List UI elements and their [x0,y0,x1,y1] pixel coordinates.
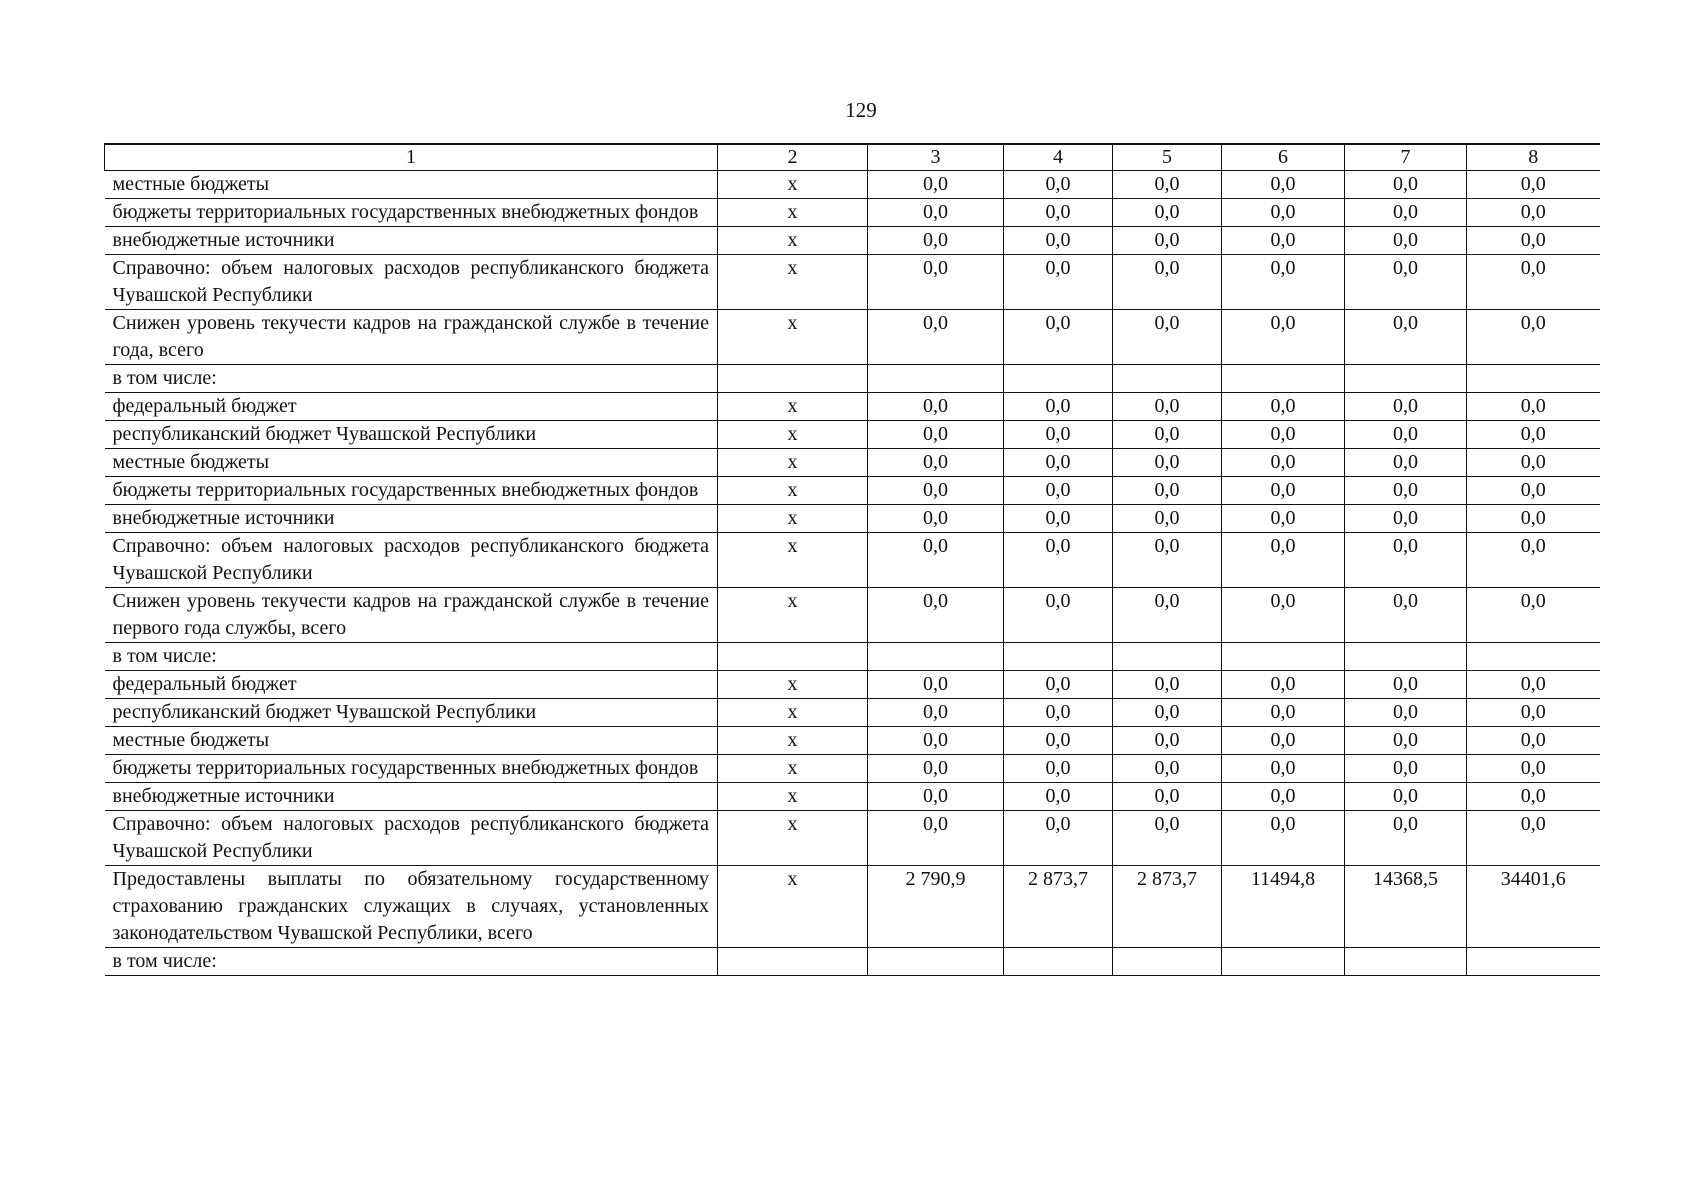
row-value-col-8: 0,0 [1467,533,1600,588]
row-value-col-4: 0,0 [1004,227,1113,255]
row-value-col-6 [1222,643,1345,671]
row-value-col-3: 0,0 [868,393,1004,421]
row-value-col-7: 0,0 [1345,310,1467,365]
row-col-2 [718,643,868,671]
table-row [105,393,1600,421]
row-value-col-4: 0,0 [1004,393,1113,421]
row-value-col-4: 0,0 [1004,533,1113,588]
row-value-col-6: 0,0 [1222,811,1345,866]
row-label: Снижен уровень текучести кадров на гражданской службе в течение первого года службы, всего [105,588,718,643]
row-value-col-5: 0,0 [1113,671,1222,699]
row-value-col-3 [868,365,1004,393]
row-value-col-3: 0,0 [868,533,1004,588]
header-cell-7: 7 [1345,144,1467,171]
row-value-col-3: 0,0 [868,811,1004,866]
row-value-col-8: 0,0 [1467,199,1600,227]
row-value-col-6: 0,0 [1222,449,1345,477]
row-label: бюджеты территориальных государственных внебюджетных фондов [105,755,718,783]
row-value-col-7: 0,0 [1345,755,1467,783]
row-value-col-8: 0,0 [1467,727,1600,755]
row-value-col-8: 0,0 [1467,505,1600,533]
row-value-col-7: 0,0 [1345,505,1467,533]
row-label: Справочно: объем налоговых расходов республиканского бюджета Чувашской Республики [105,255,718,310]
page-number: 129 [845,98,877,122]
row-col-2: x [718,227,868,255]
row-value-col-4: 0,0 [1004,588,1113,643]
row-value-col-8: 0,0 [1467,811,1600,866]
table-row [105,866,1600,948]
row-col-2: x [718,783,868,811]
row-value-col-6 [1222,365,1345,393]
row-value-col-5: 0,0 [1113,755,1222,783]
row-value-col-4: 0,0 [1004,449,1113,477]
row-value-col-5: 0,0 [1113,393,1222,421]
row-value-col-3: 0,0 [868,199,1004,227]
table-row [105,505,1600,533]
row-col-2: x [718,588,868,643]
row-value-col-4 [1004,948,1113,976]
row-value-col-7: 0,0 [1345,811,1467,866]
row-value-col-5: 0,0 [1113,477,1222,505]
header-cell-4: 4 [1004,144,1113,171]
row-col-2: x [718,477,868,505]
row-col-2: x [718,449,868,477]
row-value-col-5: 2 873,7 [1113,866,1222,948]
row-value-col-3: 0,0 [868,505,1004,533]
row-value-col-5 [1113,643,1222,671]
row-value-col-4: 0,0 [1004,171,1113,199]
row-label: Снижен уровень текучести кадров на гражданской службе в течение года, всего [105,310,718,365]
row-value-col-5: 0,0 [1113,505,1222,533]
row-col-2: x [718,505,868,533]
row-value-col-7: 0,0 [1345,671,1467,699]
row-col-2: x [718,811,868,866]
row-label: республиканский бюджет Чувашской Республики [105,421,718,449]
row-col-2: x [718,699,868,727]
row-value-col-8: 0,0 [1467,255,1600,310]
header-cell-5: 5 [1113,144,1222,171]
row-value-col-5: 0,0 [1113,699,1222,727]
row-value-col-5: 0,0 [1113,421,1222,449]
row-value-col-6: 0,0 [1222,505,1345,533]
row-value-col-3: 0,0 [868,755,1004,783]
row-label: внебюджетные источники [105,783,718,811]
table-row [105,171,1600,199]
row-value-col-5: 0,0 [1113,533,1222,588]
table-row [105,449,1600,477]
row-value-col-6: 0,0 [1222,199,1345,227]
table-row [105,811,1600,866]
row-value-col-6 [1222,948,1345,976]
row-value-col-8: 0,0 [1467,310,1600,365]
row-value-col-8: 0,0 [1467,421,1600,449]
row-label: Справочно: объем налоговых расходов республиканского бюджета Чувашской Республики [105,811,718,866]
row-value-col-3: 0,0 [868,421,1004,449]
row-col-2: x [718,866,868,948]
row-value-col-8 [1467,643,1600,671]
row-label: бюджеты территориальных государственных внебюджетных фондов [105,477,718,505]
row-col-2: x [718,671,868,699]
row-col-2 [718,948,868,976]
row-col-2: x [718,199,868,227]
row-value-col-7: 0,0 [1345,727,1467,755]
row-value-col-3 [868,948,1004,976]
row-value-col-4: 0,0 [1004,505,1113,533]
table-body [105,144,1600,976]
table-row [105,533,1600,588]
table-row [105,783,1600,811]
header-cell-8: 8 [1467,144,1600,171]
row-value-col-8: 0,0 [1467,755,1600,783]
row-value-col-5: 0,0 [1113,588,1222,643]
table-row [105,588,1600,643]
row-value-col-4: 0,0 [1004,310,1113,365]
table-row [105,727,1600,755]
header-cell-6: 6 [1222,144,1345,171]
row-value-col-3: 0,0 [868,588,1004,643]
row-label: местные бюджеты [105,171,718,199]
row-col-2: x [718,393,868,421]
row-value-col-7: 0,0 [1345,699,1467,727]
row-label: федеральный бюджет [105,671,718,699]
row-label: в том числе: [105,365,718,393]
row-label: внебюджетные источники [105,505,718,533]
row-col-2: x [718,755,868,783]
table-row [105,310,1600,365]
table-row [105,948,1600,976]
row-col-2: x [718,310,868,365]
row-value-col-4: 0,0 [1004,755,1113,783]
table-row [105,365,1600,393]
row-value-col-6: 0,0 [1222,255,1345,310]
row-value-col-5: 0,0 [1113,227,1222,255]
row-label: республиканский бюджет Чувашской Республики [105,699,718,727]
table-row [105,421,1600,449]
row-value-col-5: 0,0 [1113,783,1222,811]
row-label: федеральный бюджет [105,393,718,421]
row-value-col-6: 0,0 [1222,783,1345,811]
row-value-col-6: 0,0 [1222,310,1345,365]
row-value-col-3: 0,0 [868,727,1004,755]
row-value-col-3: 0,0 [868,255,1004,310]
row-value-col-6: 0,0 [1222,755,1345,783]
row-col-2 [718,365,868,393]
row-value-col-3: 2 790,9 [868,866,1004,948]
row-value-col-7: 14368,5 [1345,866,1467,948]
row-value-col-7 [1345,643,1467,671]
row-value-col-5: 0,0 [1113,727,1222,755]
header-cell-3: 3 [868,144,1004,171]
row-value-col-6: 0,0 [1222,533,1345,588]
row-value-col-5 [1113,365,1222,393]
row-value-col-3: 0,0 [868,227,1004,255]
row-value-col-7: 0,0 [1345,449,1467,477]
table-row [105,477,1600,505]
row-value-col-8: 0,0 [1467,393,1600,421]
row-value-col-3 [868,643,1004,671]
row-label: бюджеты территориальных государственных внебюджетных фондов [105,199,718,227]
row-value-col-4: 0,0 [1004,255,1113,310]
row-value-col-5: 0,0 [1113,449,1222,477]
row-value-col-7: 0,0 [1345,393,1467,421]
row-value-col-5 [1113,948,1222,976]
row-value-col-8: 0,0 [1467,171,1600,199]
row-value-col-7: 0,0 [1345,227,1467,255]
row-value-col-3: 0,0 [868,449,1004,477]
row-value-col-4: 2 873,7 [1004,866,1113,948]
row-value-col-4 [1004,365,1113,393]
data-table [104,143,1600,976]
row-value-col-7 [1345,365,1467,393]
row-value-col-6: 0,0 [1222,227,1345,255]
row-value-col-4: 0,0 [1004,699,1113,727]
row-value-col-8: 0,0 [1467,227,1600,255]
header-cell-2: 2 [718,144,868,171]
row-col-2: x [718,255,868,310]
row-value-col-7: 0,0 [1345,783,1467,811]
row-value-col-7: 0,0 [1345,477,1467,505]
row-value-col-4: 0,0 [1004,727,1113,755]
row-value-col-4: 0,0 [1004,783,1113,811]
row-value-col-6: 0,0 [1222,477,1345,505]
row-value-col-6: 0,0 [1222,671,1345,699]
row-label: Предоставлены выплаты по обязательному государственному страхованию гражданских служащих в случаях, установленных законодательством Чувашской Республики, всего [105,866,718,948]
row-value-col-3: 0,0 [868,171,1004,199]
row-value-col-6: 11494,8 [1222,866,1345,948]
row-col-2: x [718,533,868,588]
table-row [105,671,1600,699]
table-header-row [105,144,1600,171]
row-value-col-7: 0,0 [1345,588,1467,643]
row-value-col-8: 0,0 [1467,671,1600,699]
row-value-col-3: 0,0 [868,783,1004,811]
table-row [105,227,1600,255]
row-value-col-5: 0,0 [1113,310,1222,365]
row-value-col-6: 0,0 [1222,727,1345,755]
row-value-col-7: 0,0 [1345,255,1467,310]
table-row [105,255,1600,310]
row-value-col-8: 0,0 [1467,449,1600,477]
header-cell-1: 1 [105,144,718,171]
row-value-col-4: 0,0 [1004,811,1113,866]
row-value-col-7: 0,0 [1345,421,1467,449]
row-value-col-6: 0,0 [1222,588,1345,643]
row-col-2: x [718,171,868,199]
row-value-col-6: 0,0 [1222,171,1345,199]
table-row [105,199,1600,227]
row-value-col-7: 0,0 [1345,171,1467,199]
row-value-col-5: 0,0 [1113,255,1222,310]
row-value-col-7: 0,0 [1345,533,1467,588]
table-row [105,643,1600,671]
row-value-col-4: 0,0 [1004,477,1113,505]
row-value-col-3: 0,0 [868,699,1004,727]
row-value-col-8: 0,0 [1467,699,1600,727]
row-value-col-8: 0,0 [1467,477,1600,505]
row-value-col-8: 0,0 [1467,588,1600,643]
row-label: в том числе: [105,948,718,976]
row-value-col-7: 0,0 [1345,199,1467,227]
row-value-col-5: 0,0 [1113,171,1222,199]
row-col-2: x [718,421,868,449]
row-value-col-5: 0,0 [1113,811,1222,866]
row-value-col-4: 0,0 [1004,421,1113,449]
row-label: в том числе: [105,643,718,671]
table-row [105,699,1600,727]
row-value-col-6: 0,0 [1222,699,1345,727]
row-value-col-3: 0,0 [868,671,1004,699]
row-value-col-3: 0,0 [868,477,1004,505]
table-row [105,755,1600,783]
row-value-col-7 [1345,948,1467,976]
row-label: местные бюджеты [105,449,718,477]
row-value-col-4 [1004,643,1113,671]
row-value-col-8: 34401,6 [1467,866,1600,948]
row-label: местные бюджеты [105,727,718,755]
row-value-col-4: 0,0 [1004,199,1113,227]
row-value-col-8: 0,0 [1467,783,1600,811]
row-value-col-3: 0,0 [868,310,1004,365]
row-col-2: x [718,727,868,755]
row-label: внебюджетные источники [105,227,718,255]
row-value-col-5: 0,0 [1113,199,1222,227]
row-value-col-4: 0,0 [1004,671,1113,699]
row-value-col-6: 0,0 [1222,393,1345,421]
row-value-col-6: 0,0 [1222,421,1345,449]
row-value-col-8 [1467,948,1600,976]
row-label: Справочно: объем налоговых расходов республиканского бюджета Чувашской Республики [105,533,718,588]
row-value-col-8 [1467,365,1600,393]
